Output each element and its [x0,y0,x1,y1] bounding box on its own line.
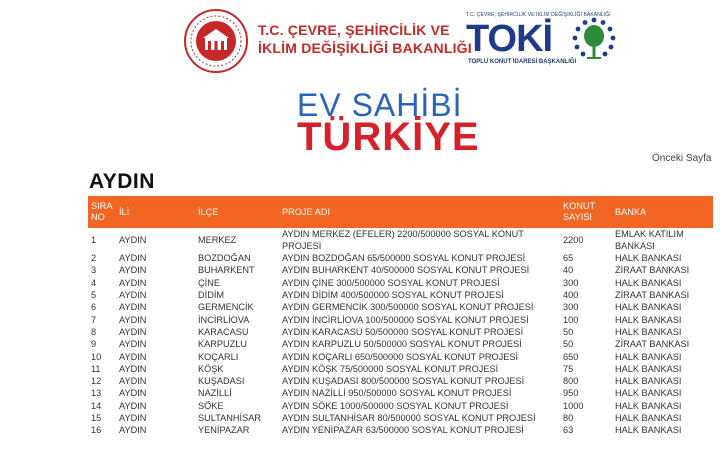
cell-sira-no: 3 [91,265,97,276]
cell-sira-no: 6 [88,301,116,313]
projects-table [88,196,713,436]
ministry-line-2: İKLİM DEĞİŞİKLİĞİ BAKANLIĞI [258,40,472,56]
cell-banka: EMLAK KATILIM BANKASI [615,229,684,251]
table-row [88,289,713,301]
cell-proje-adi: AYDIN KUŞADASI 800/500000 SOSYAL KONUT PROJESİ [279,375,560,387]
cell-ilce: GERMENCİK [195,301,279,313]
campaign-line-1: EV SAHİBİ [297,87,463,123]
column-header-konut-line-1: KONUT [563,201,596,211]
table-row [88,264,713,276]
cell-ilce: KARPUZLU [198,339,248,350]
table-row [88,228,713,252]
column-header-ili: İLİ [116,196,195,228]
table-row [88,363,713,375]
cell-proje-adi: AYDIN BOZDOĞAN 65/500000 SOSYAL KONUT PROJESİ [279,252,560,264]
cell-proje-adi: AYDIN KÖŞK 75/500000 SOSYAL KONUT PROJESİ [282,363,499,374]
cell-konut-sayisi: 63 [560,424,612,436]
cell-banka: HALK BANKASI [615,413,682,423]
column-header-konut-sayisi [560,196,612,228]
column-header-sira-no-line-2: NO [91,212,105,222]
ministry-name [258,21,472,57]
cell-ilce: KÖŞK [198,363,224,374]
cell-proje-adi: AYDIN MERKEZ (EFELER) 2200/500000 SOSYAL KONUT PROJESİ [282,229,524,251]
cell-ilce: KOÇARLI [195,350,279,362]
campaign-logo [0,88,720,158]
cell-banka: HALK BANKASI [612,375,713,387]
table-row [88,326,713,338]
cell-proje-adi: AYDIN KARPUZLU 50/500000 SOSYAL KONUT PROJESİ [282,339,522,350]
cell-ilce: BOZDOĞAN [195,252,279,264]
cell-ili: AYDIN [119,235,147,245]
cell-ili: AYDIN [116,252,195,264]
cell-proje-adi: AYDIN BUHARKENT 40/500000 SOSYAL KONUT PROJESİ [282,265,530,276]
cell-konut-sayisi: 400 [563,290,579,301]
cell-proje-adi: AYDIN GERMENCİK 300/500000 SOSYAL KONUT PROJESİ [279,301,560,313]
cell-banka: HALK BANKASI [612,400,713,412]
cell-konut-sayisi: 80 [563,413,574,423]
table-row [88,424,713,436]
cell-banka: HALK BANKASI [612,252,713,264]
campaign-line-2: TÜRKİYE [297,115,480,159]
cell-konut-sayisi: 950 [563,388,579,399]
projects-table-container [88,196,713,436]
cell-sira-no: 13 [91,388,102,399]
cell-sira-no: 5 [91,290,97,301]
table-row [88,387,713,399]
cell-konut-sayisi: 75 [563,363,574,374]
cell-ilce: SULTANHİSAR [198,413,261,423]
tree-dots-icon [570,16,618,64]
cell-sira-no: 7 [91,314,97,325]
table-row [88,301,713,313]
cell-konut-sayisi: 1000 [560,400,612,412]
cell-konut-sayisi: 50 [563,339,574,350]
cell-proje-adi: AYDIN YENİPAZAR 63/500000 SOSYAL KONUT PROJESİ [279,424,560,436]
cell-sira-no: 11 [91,363,101,374]
cell-ilce: YENİPAZAR [195,424,279,436]
toki-ministry-caption: T.C. ÇEVRE, ŞEHİRCİLİK VE İKLİM DEĞİŞİKLİĞİ BAKANLIĞI [466,12,611,18]
cell-banka: ZİRAAT BANKASI [615,339,690,350]
cell-sira-no: 16 [88,424,116,436]
cell-konut-sayisi: 100 [563,314,579,325]
cell-ili: AYDIN [119,290,147,301]
cell-proje-adi: AYDIN NAZİLLİ 950/500000 SOSYAL KONUT PROJESİ [282,388,512,399]
cell-banka: HALK BANKASI [615,388,682,399]
column-header-sira-no [88,196,116,228]
cell-ilce: SÖKE [195,400,279,412]
cell-konut-sayisi: 300 [560,277,612,289]
table-row [88,277,713,289]
cell-proje-adi: AYDIN SULTANHİSAR 80/500000 SOSYAL KONUT PROJESİ [282,413,536,423]
cell-ilce: MERKEZ [198,235,237,245]
ministry-seal-icon [183,8,249,74]
cell-proje-adi: AYDIN İNCİRLİOVA 100/500000 SOSYAL KONUT PROJESİ [282,314,529,325]
cell-ilce: ÇİNE [195,277,279,289]
cell-ili: AYDIN [116,350,195,362]
cell-ilce: NAZİLLİ [198,388,232,399]
column-header-banka: BANKA [612,196,713,228]
table-row [88,375,713,387]
cell-banka: HALK BANKASI [612,424,713,436]
cell-banka: HALK BANKASI [612,301,713,313]
ministry-line-1: T.C. ÇEVRE, ŞEHİRCİLİK VE [258,22,450,38]
page-header [0,0,720,82]
table-row [88,350,713,362]
cell-banka: HALK BANKASI [615,314,682,325]
cell-ili: AYDIN [119,339,147,350]
table-row [88,338,713,350]
cell-banka: HALK BANKASI [612,350,713,362]
cell-ilce: İNCİRLİOVA [198,314,250,325]
toki-wordmark: TOKİ [466,18,553,60]
cell-sira-no: 10 [88,350,116,362]
cell-ili: AYDIN [116,375,195,387]
toki-logo [466,12,626,68]
cell-ilce: KUŞADASI [195,375,279,387]
cell-sira-no: 9 [91,339,97,350]
cell-konut-sayisi: 800 [560,375,612,387]
previous-page-link[interactable]: Önceki Sayfa [652,153,712,164]
cell-ili: AYDIN [119,363,147,374]
cell-sira-no: 8 [88,326,116,338]
cell-sira-no: 4 [88,277,116,289]
cell-sira-no: 1 [91,235,97,245]
cell-ili: AYDIN [116,326,195,338]
cell-proje-adi: AYDIN KOÇARLI 650/500000 SOSYAL KONUT PROJESİ [279,350,560,362]
table-header-row [88,196,713,228]
cell-banka: HALK BANKASI [615,363,682,374]
cell-konut-sayisi: 50 [560,326,612,338]
toki-subtitle: TOPLU KONUT İDARESİ BAŞKANLIĞI [468,59,577,65]
cell-sira-no: 2 [88,252,116,264]
cell-konut-sayisi: 300 [560,301,612,313]
cell-proje-adi: AYDIN DİDİM 400/500000 SOSYAL KONUT PROJESİ [282,290,504,301]
column-header-konut-line-2: SAYISI [563,212,592,222]
cell-ili: AYDIN [116,277,195,289]
cell-proje-adi: AYDIN SÖKE 1000/500000 SOSYAL KONUT PROJESİ [279,400,560,412]
cell-proje-adi: AYDIN ÇİNE 300/500000 SOSYAL KONUT PROJESİ [279,277,560,289]
cell-ili: AYDIN [116,424,195,436]
cell-ilce: KARACASU [195,326,279,338]
cell-konut-sayisi: 2200 [563,235,584,245]
cell-sira-no: 12 [88,375,116,387]
city-title: AYDIN [89,170,155,193]
cell-ilce: BUHARKENT [198,265,255,276]
column-header-ilce: İLÇE [195,196,279,228]
table-row [88,400,713,412]
cell-konut-sayisi: 40 [563,265,574,276]
cell-ilce: DİDİM [198,290,225,301]
cell-ili: AYDIN [116,400,195,412]
table-row [88,412,713,424]
table-row [88,313,713,325]
cell-ili: AYDIN [119,413,147,423]
cell-sira-no: 14 [88,400,116,412]
cell-banka: HALK BANKASI [612,277,713,289]
cell-ili: AYDIN [116,301,195,313]
cell-banka: HALK BANKASI [612,326,713,338]
cell-konut-sayisi: 650 [560,350,612,362]
cell-ili: AYDIN [119,265,147,276]
column-header-sira-no-line-1: SIRA [91,201,113,211]
cell-ili: AYDIN [119,314,147,325]
cell-banka: ZİRAAT BANKASI [615,290,690,301]
cell-ili: AYDIN [119,388,147,399]
table-row [88,252,713,264]
cell-banka: ZİRAAT BANKASI [615,265,690,276]
cell-proje-adi: AYDIN KARACASU 50/500000 SOSYAL KONUT PROJESİ [279,326,560,338]
cell-konut-sayisi: 65 [560,252,612,264]
column-header-proje-adi: PROJE ADI [279,196,560,228]
cell-sira-no: 15 [91,413,102,423]
